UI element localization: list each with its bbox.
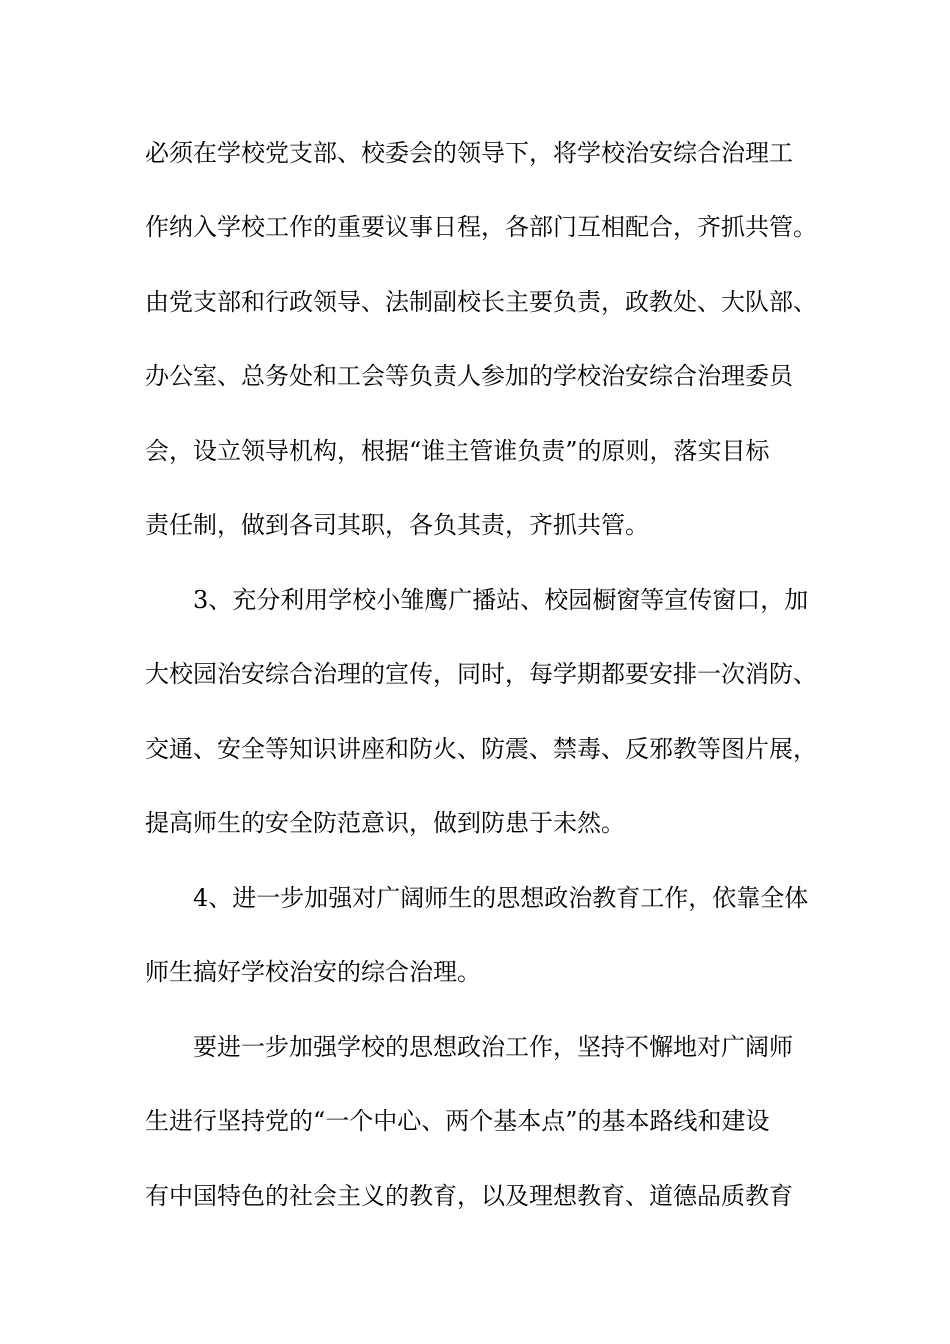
text-line-14: 生进行坚持党的“一个中心、两个基本点”的基本路线和建设 <box>145 1107 770 1135</box>
text-line-9: 交通、安全等知识讲座和防火、防震、禁毒、反邪教等图片展， <box>145 735 817 763</box>
text-line-13: 要进一步加强学校的思想政治工作，坚持不懈地对广阔师 <box>193 1033 793 1061</box>
text-line-2: 作纳入学校工作的重要议事日程，各部门互相配合，齐抓共管。 <box>145 213 817 241</box>
text-line-7: 3、充分利用学校小雏鹰广播站、校园橱窗等宣传窗口，加 <box>193 586 809 614</box>
text-line-15: 有中国特色的社会主义的教育，以及理想教育、道德品质教育 <box>145 1182 793 1210</box>
text-line-5: 会，设立领导机构，根据“谁主管谁负责”的原则，落实目标 <box>145 437 770 465</box>
text-line-3: 由党支部和行政领导、法制副校长主要负责，政教处、大队部、 <box>145 288 817 316</box>
text-line-8: 大校园治安综合治理的宣传，同时，每学期都要安排一次消防、 <box>145 660 817 688</box>
text-line-11: 4、进一步加强对广阔师生的思想政治教育工作，依靠全体 <box>193 884 809 912</box>
text-line-4: 办公室、总务处和工会等负责人参加的学校治安综合治理委员 <box>145 362 793 390</box>
text-line-12: 师生搞好学校治安的综合治理。 <box>145 958 481 986</box>
text-line-6: 责任制，做到各司其职，各负其责，齐抓共管。 <box>145 511 649 539</box>
text-line-10: 提高师生的安全防范意识，做到防患于未然。 <box>145 809 625 837</box>
text-line-1: 必须在学校党支部、校委会的领导下，将学校治安综合治理工 <box>145 139 793 167</box>
